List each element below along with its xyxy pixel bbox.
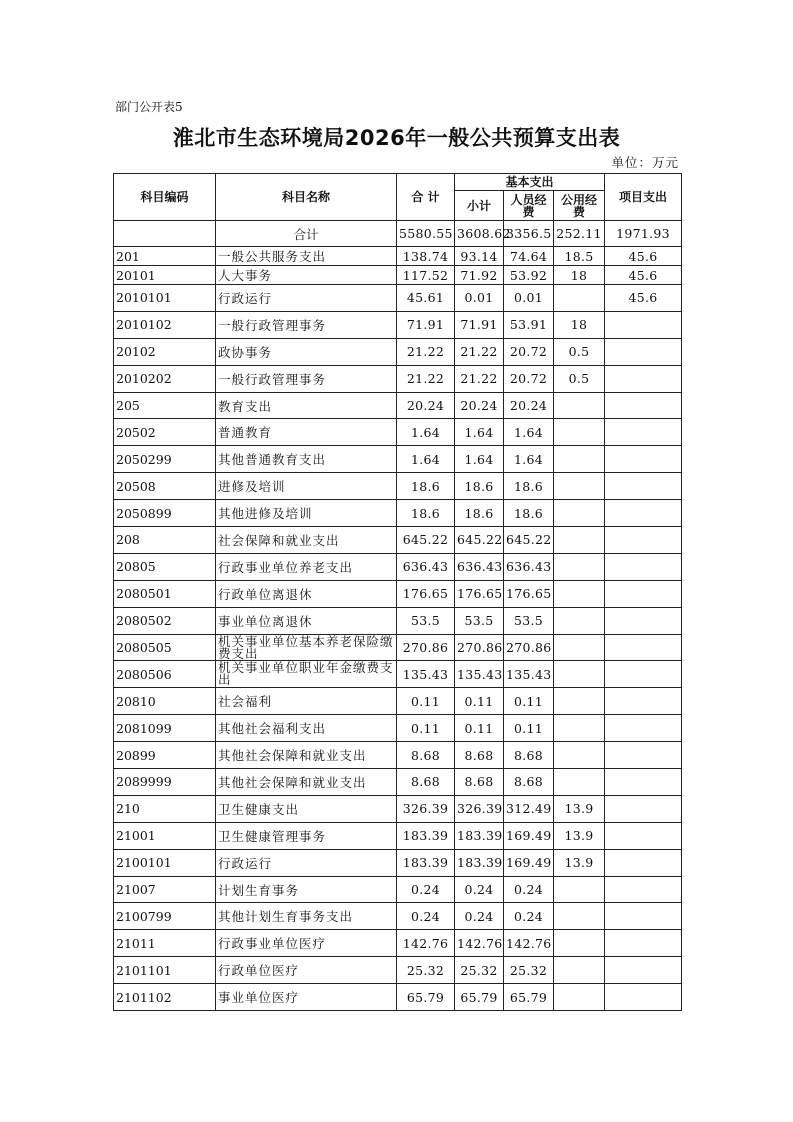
cell-total: 21.22 bbox=[397, 365, 455, 392]
cell-project bbox=[605, 984, 682, 1011]
cell-subtotal: 0.24 bbox=[455, 876, 504, 903]
cell-public bbox=[554, 903, 605, 930]
cell-subtotal: 270.86 bbox=[455, 634, 504, 661]
cell-name: 事业单位医疗 bbox=[216, 984, 397, 1011]
cell-code: 21001 bbox=[114, 822, 216, 849]
cell-total: 138.74 bbox=[397, 247, 455, 266]
cell-code: 2050899 bbox=[114, 500, 216, 527]
cell-name: 其他社会福利支出 bbox=[216, 715, 397, 742]
cell-code: 20101 bbox=[114, 266, 216, 285]
cell-project: 45.6 bbox=[605, 247, 682, 266]
cell-personnel: 8.68 bbox=[504, 742, 554, 769]
cell-code: 208 bbox=[114, 527, 216, 554]
cell-public: 0.5 bbox=[554, 338, 605, 365]
cell-code: 2089999 bbox=[114, 769, 216, 796]
table-row bbox=[114, 715, 682, 742]
cell-total: 45.61 bbox=[397, 285, 455, 312]
cell-subtotal: 18.6 bbox=[455, 473, 504, 500]
cell-project bbox=[605, 769, 682, 796]
cell-public bbox=[554, 473, 605, 500]
cell-personnel: 0.01 bbox=[504, 285, 554, 312]
cell-personnel: 135.43 bbox=[504, 661, 554, 688]
header-code: 科目编码 bbox=[114, 174, 216, 221]
cell-name: 行政单位离退休 bbox=[216, 580, 397, 607]
total-total: 5580.55 bbox=[397, 221, 455, 247]
cell-public bbox=[554, 392, 605, 419]
cell-personnel: 1.64 bbox=[504, 419, 554, 446]
cell-subtotal: 21.22 bbox=[455, 365, 504, 392]
cell-code: 2050299 bbox=[114, 446, 216, 473]
table-row bbox=[114, 957, 682, 984]
cell-public bbox=[554, 661, 605, 688]
cell-project bbox=[605, 849, 682, 876]
cell-subtotal: 25.32 bbox=[455, 957, 504, 984]
cell-name: 社会保障和就业支出 bbox=[216, 527, 397, 554]
header-total: 合 计 bbox=[397, 174, 455, 221]
cell-project bbox=[605, 446, 682, 473]
cell-code: 2100101 bbox=[114, 849, 216, 876]
cell-personnel: 312.49 bbox=[504, 795, 554, 822]
cell-personnel: 18.6 bbox=[504, 473, 554, 500]
cell-name: 普通教育 bbox=[216, 419, 397, 446]
cell-public: 18.5 bbox=[554, 247, 605, 266]
table-row bbox=[114, 607, 682, 634]
cell-total: 65.79 bbox=[397, 984, 455, 1011]
cell-subtotal: 0.01 bbox=[455, 285, 504, 312]
cell-subtotal: 0.11 bbox=[455, 715, 504, 742]
cell-code: 20502 bbox=[114, 419, 216, 446]
cell-name: 其他普通教育支出 bbox=[216, 446, 397, 473]
cell-code: 20805 bbox=[114, 553, 216, 580]
cell-code: 2080506 bbox=[114, 661, 216, 688]
cell-public: 18 bbox=[554, 311, 605, 338]
cell-personnel: 270.86 bbox=[504, 634, 554, 661]
cell-personnel: 53.5 bbox=[504, 607, 554, 634]
header-project: 项目支出 bbox=[605, 174, 682, 221]
cell-code: 20899 bbox=[114, 742, 216, 769]
cell-subtotal: 53.5 bbox=[455, 607, 504, 634]
cell-project bbox=[605, 795, 682, 822]
cell-public bbox=[554, 930, 605, 957]
cell-total: 1.64 bbox=[397, 419, 455, 446]
cell-public bbox=[554, 580, 605, 607]
cell-code: 20102 bbox=[114, 338, 216, 365]
cell-personnel: 142.76 bbox=[504, 930, 554, 957]
cell-name: 其他社会保障和就业支出 bbox=[216, 742, 397, 769]
table-row bbox=[114, 419, 682, 446]
header-name: 科目名称 bbox=[216, 174, 397, 221]
cell-personnel: 20.72 bbox=[504, 365, 554, 392]
cell-total: 25.32 bbox=[397, 957, 455, 984]
table-row bbox=[114, 930, 682, 957]
cell-name: 卫生健康支出 bbox=[216, 795, 397, 822]
cell-total: 636.43 bbox=[397, 553, 455, 580]
cell-subtotal: 8.68 bbox=[455, 742, 504, 769]
cell-project bbox=[605, 419, 682, 446]
total-code bbox=[114, 221, 216, 247]
cell-name: 人大事务 bbox=[216, 266, 397, 285]
cell-subtotal: 1.64 bbox=[455, 446, 504, 473]
cell-personnel: 636.43 bbox=[504, 553, 554, 580]
cell-project: 45.6 bbox=[605, 266, 682, 285]
cell-project bbox=[605, 527, 682, 554]
table-row bbox=[114, 688, 682, 715]
cell-subtotal: 636.43 bbox=[455, 553, 504, 580]
cell-code: 2081099 bbox=[114, 715, 216, 742]
header-public: 公用经费 bbox=[554, 191, 605, 221]
cell-total: 0.11 bbox=[397, 688, 455, 715]
cell-total: 18.6 bbox=[397, 500, 455, 527]
table-row bbox=[114, 500, 682, 527]
cell-name: 政协事务 bbox=[216, 338, 397, 365]
table-row bbox=[114, 822, 682, 849]
cell-project bbox=[605, 607, 682, 634]
cell-code: 201 bbox=[114, 247, 216, 266]
cell-personnel: 18.6 bbox=[504, 500, 554, 527]
cell-public bbox=[554, 876, 605, 903]
cell-name: 行政单位医疗 bbox=[216, 957, 397, 984]
cell-name: 进修及培训 bbox=[216, 473, 397, 500]
cell-project bbox=[605, 957, 682, 984]
cell-public bbox=[554, 769, 605, 796]
cell-total: 8.68 bbox=[397, 742, 455, 769]
table-row bbox=[114, 446, 682, 473]
document-label: 部门公开表5 bbox=[115, 100, 183, 114]
cell-name: 一般公共服务支出 bbox=[216, 247, 397, 266]
table-row bbox=[114, 365, 682, 392]
cell-subtotal: 8.68 bbox=[455, 769, 504, 796]
cell-name: 卫生健康管理事务 bbox=[216, 822, 397, 849]
cell-public bbox=[554, 607, 605, 634]
cell-subtotal: 71.91 bbox=[455, 311, 504, 338]
cell-code: 2010101 bbox=[114, 285, 216, 312]
cell-code: 2080501 bbox=[114, 580, 216, 607]
cell-personnel: 1.64 bbox=[504, 446, 554, 473]
cell-public bbox=[554, 634, 605, 661]
total-row bbox=[114, 221, 682, 247]
cell-code: 20508 bbox=[114, 473, 216, 500]
cell-name: 一般行政管理事务 bbox=[216, 311, 397, 338]
cell-code: 20810 bbox=[114, 688, 216, 715]
table-row bbox=[114, 247, 682, 266]
cell-public bbox=[554, 715, 605, 742]
table-row bbox=[114, 553, 682, 580]
cell-personnel: 8.68 bbox=[504, 769, 554, 796]
cell-name: 社会福利 bbox=[216, 688, 397, 715]
table-row bbox=[114, 338, 682, 365]
header-basic: 基本支出 bbox=[455, 174, 605, 191]
cell-code: 2080502 bbox=[114, 607, 216, 634]
cell-name: 计划生育事务 bbox=[216, 876, 397, 903]
cell-personnel: 53.91 bbox=[504, 311, 554, 338]
cell-name: 机关事业单位职业年金缴费支出 bbox=[216, 661, 397, 688]
cell-name: 其他计划生育事务支出 bbox=[216, 903, 397, 930]
cell-total: 0.24 bbox=[397, 903, 455, 930]
header-subtotal: 小计 bbox=[455, 191, 504, 221]
cell-public bbox=[554, 688, 605, 715]
cell-total: 53.5 bbox=[397, 607, 455, 634]
cell-total: 0.24 bbox=[397, 876, 455, 903]
cell-personnel: 20.72 bbox=[504, 338, 554, 365]
cell-name: 其他进修及培训 bbox=[216, 500, 397, 527]
total-label: 合计 bbox=[216, 221, 397, 247]
cell-total: 1.64 bbox=[397, 446, 455, 473]
cell-total: 71.91 bbox=[397, 311, 455, 338]
cell-public bbox=[554, 957, 605, 984]
cell-subtotal: 20.24 bbox=[455, 392, 504, 419]
table-row bbox=[114, 742, 682, 769]
cell-subtotal: 0.24 bbox=[455, 903, 504, 930]
table-row bbox=[114, 266, 682, 285]
cell-project bbox=[605, 500, 682, 527]
cell-name: 行政事业单位养老支出 bbox=[216, 553, 397, 580]
cell-project bbox=[605, 661, 682, 688]
cell-project bbox=[605, 688, 682, 715]
cell-subtotal: 0.11 bbox=[455, 688, 504, 715]
cell-subtotal: 645.22 bbox=[455, 527, 504, 554]
total-subtotal: 3608.62 bbox=[455, 221, 504, 247]
cell-project: 45.6 bbox=[605, 285, 682, 312]
cell-project bbox=[605, 742, 682, 769]
cell-total: 176.65 bbox=[397, 580, 455, 607]
cell-total: 20.24 bbox=[397, 392, 455, 419]
cell-public bbox=[554, 500, 605, 527]
cell-public bbox=[554, 527, 605, 554]
table-row bbox=[114, 876, 682, 903]
cell-subtotal: 1.64 bbox=[455, 419, 504, 446]
cell-code: 21011 bbox=[114, 930, 216, 957]
page-title: 淮北市生态环境局2026年一般公共预算支出表 bbox=[172, 126, 621, 150]
cell-code: 205 bbox=[114, 392, 216, 419]
table-row bbox=[114, 527, 682, 554]
cell-name: 其他社会保障和就业支出 bbox=[216, 769, 397, 796]
cell-total: 117.52 bbox=[397, 266, 455, 285]
table-row bbox=[114, 285, 682, 312]
table-row bbox=[114, 984, 682, 1011]
cell-public: 13.9 bbox=[554, 822, 605, 849]
cell-project bbox=[605, 903, 682, 930]
table-row bbox=[114, 634, 682, 661]
cell-public: 13.9 bbox=[554, 795, 605, 822]
cell-total: 645.22 bbox=[397, 527, 455, 554]
total-project: 1971.93 bbox=[605, 221, 682, 247]
table-row bbox=[114, 473, 682, 500]
cell-personnel: 0.11 bbox=[504, 715, 554, 742]
cell-name: 事业单位离退休 bbox=[216, 607, 397, 634]
budget-table bbox=[113, 173, 682, 1011]
cell-subtotal: 135.43 bbox=[455, 661, 504, 688]
cell-subtotal: 183.39 bbox=[455, 849, 504, 876]
cell-subtotal: 18.6 bbox=[455, 500, 504, 527]
cell-public bbox=[554, 285, 605, 312]
cell-subtotal: 65.79 bbox=[455, 984, 504, 1011]
cell-total: 0.11 bbox=[397, 715, 455, 742]
cell-name: 行政运行 bbox=[216, 849, 397, 876]
cell-code: 2101101 bbox=[114, 957, 216, 984]
cell-total: 270.86 bbox=[397, 634, 455, 661]
cell-total: 183.39 bbox=[397, 849, 455, 876]
cell-project bbox=[605, 338, 682, 365]
cell-project bbox=[605, 876, 682, 903]
cell-code: 2010202 bbox=[114, 365, 216, 392]
cell-personnel: 20.24 bbox=[504, 392, 554, 419]
cell-personnel: 169.49 bbox=[504, 822, 554, 849]
cell-personnel: 0.11 bbox=[504, 688, 554, 715]
cell-project bbox=[605, 392, 682, 419]
cell-code: 2101102 bbox=[114, 984, 216, 1011]
cell-subtotal: 21.22 bbox=[455, 338, 504, 365]
cell-total: 21.22 bbox=[397, 338, 455, 365]
cell-personnel: 176.65 bbox=[504, 580, 554, 607]
cell-project bbox=[605, 822, 682, 849]
header-personnel: 人员经费 bbox=[504, 191, 554, 221]
cell-project bbox=[605, 553, 682, 580]
cell-project bbox=[605, 930, 682, 957]
cell-total: 142.76 bbox=[397, 930, 455, 957]
cell-name: 一般行政管理事务 bbox=[216, 365, 397, 392]
cell-public: 0.5 bbox=[554, 365, 605, 392]
cell-code: 21007 bbox=[114, 876, 216, 903]
cell-public bbox=[554, 446, 605, 473]
cell-project bbox=[605, 715, 682, 742]
cell-personnel: 169.49 bbox=[504, 849, 554, 876]
cell-subtotal: 176.65 bbox=[455, 580, 504, 607]
cell-name: 行政事业单位医疗 bbox=[216, 930, 397, 957]
cell-name: 行政运行 bbox=[216, 285, 397, 312]
cell-code: 2080505 bbox=[114, 634, 216, 661]
table-row bbox=[114, 580, 682, 607]
cell-public: 13.9 bbox=[554, 849, 605, 876]
cell-total: 18.6 bbox=[397, 473, 455, 500]
table-row bbox=[114, 769, 682, 796]
cell-personnel: 25.32 bbox=[504, 957, 554, 984]
cell-code: 2010102 bbox=[114, 311, 216, 338]
cell-personnel: 65.79 bbox=[504, 984, 554, 1011]
cell-total: 326.39 bbox=[397, 795, 455, 822]
cell-public bbox=[554, 419, 605, 446]
cell-subtotal: 183.39 bbox=[455, 822, 504, 849]
unit-label: 单位：万元 bbox=[611, 155, 679, 170]
cell-total: 135.43 bbox=[397, 661, 455, 688]
cell-name: 机关事业单位基本养老保险缴费支出 bbox=[216, 634, 397, 661]
cell-public bbox=[554, 553, 605, 580]
cell-personnel: 53.92 bbox=[504, 266, 554, 285]
table-row bbox=[114, 849, 682, 876]
cell-project bbox=[605, 580, 682, 607]
table-row bbox=[114, 392, 682, 419]
cell-subtotal: 71.92 bbox=[455, 266, 504, 285]
total-public: 252.11 bbox=[554, 221, 605, 247]
cell-project bbox=[605, 634, 682, 661]
cell-total: 183.39 bbox=[397, 822, 455, 849]
cell-personnel: 645.22 bbox=[504, 527, 554, 554]
cell-public: 18 bbox=[554, 266, 605, 285]
total-personnel: 3356.5 bbox=[504, 221, 554, 247]
cell-code: 2100799 bbox=[114, 903, 216, 930]
table-row bbox=[114, 311, 682, 338]
table-row bbox=[114, 661, 682, 688]
cell-subtotal: 326.39 bbox=[455, 795, 504, 822]
cell-personnel: 0.24 bbox=[504, 876, 554, 903]
cell-subtotal: 93.14 bbox=[455, 247, 504, 266]
cell-code: 210 bbox=[114, 795, 216, 822]
cell-personnel: 74.64 bbox=[504, 247, 554, 266]
cell-name: 教育支出 bbox=[216, 392, 397, 419]
cell-subtotal: 142.76 bbox=[455, 930, 504, 957]
cell-project bbox=[605, 365, 682, 392]
table-row bbox=[114, 903, 682, 930]
cell-project bbox=[605, 311, 682, 338]
table-row bbox=[114, 795, 682, 822]
cell-total: 8.68 bbox=[397, 769, 455, 796]
cell-project bbox=[605, 473, 682, 500]
cell-public bbox=[554, 742, 605, 769]
cell-public bbox=[554, 984, 605, 1011]
cell-personnel: 0.24 bbox=[504, 903, 554, 930]
